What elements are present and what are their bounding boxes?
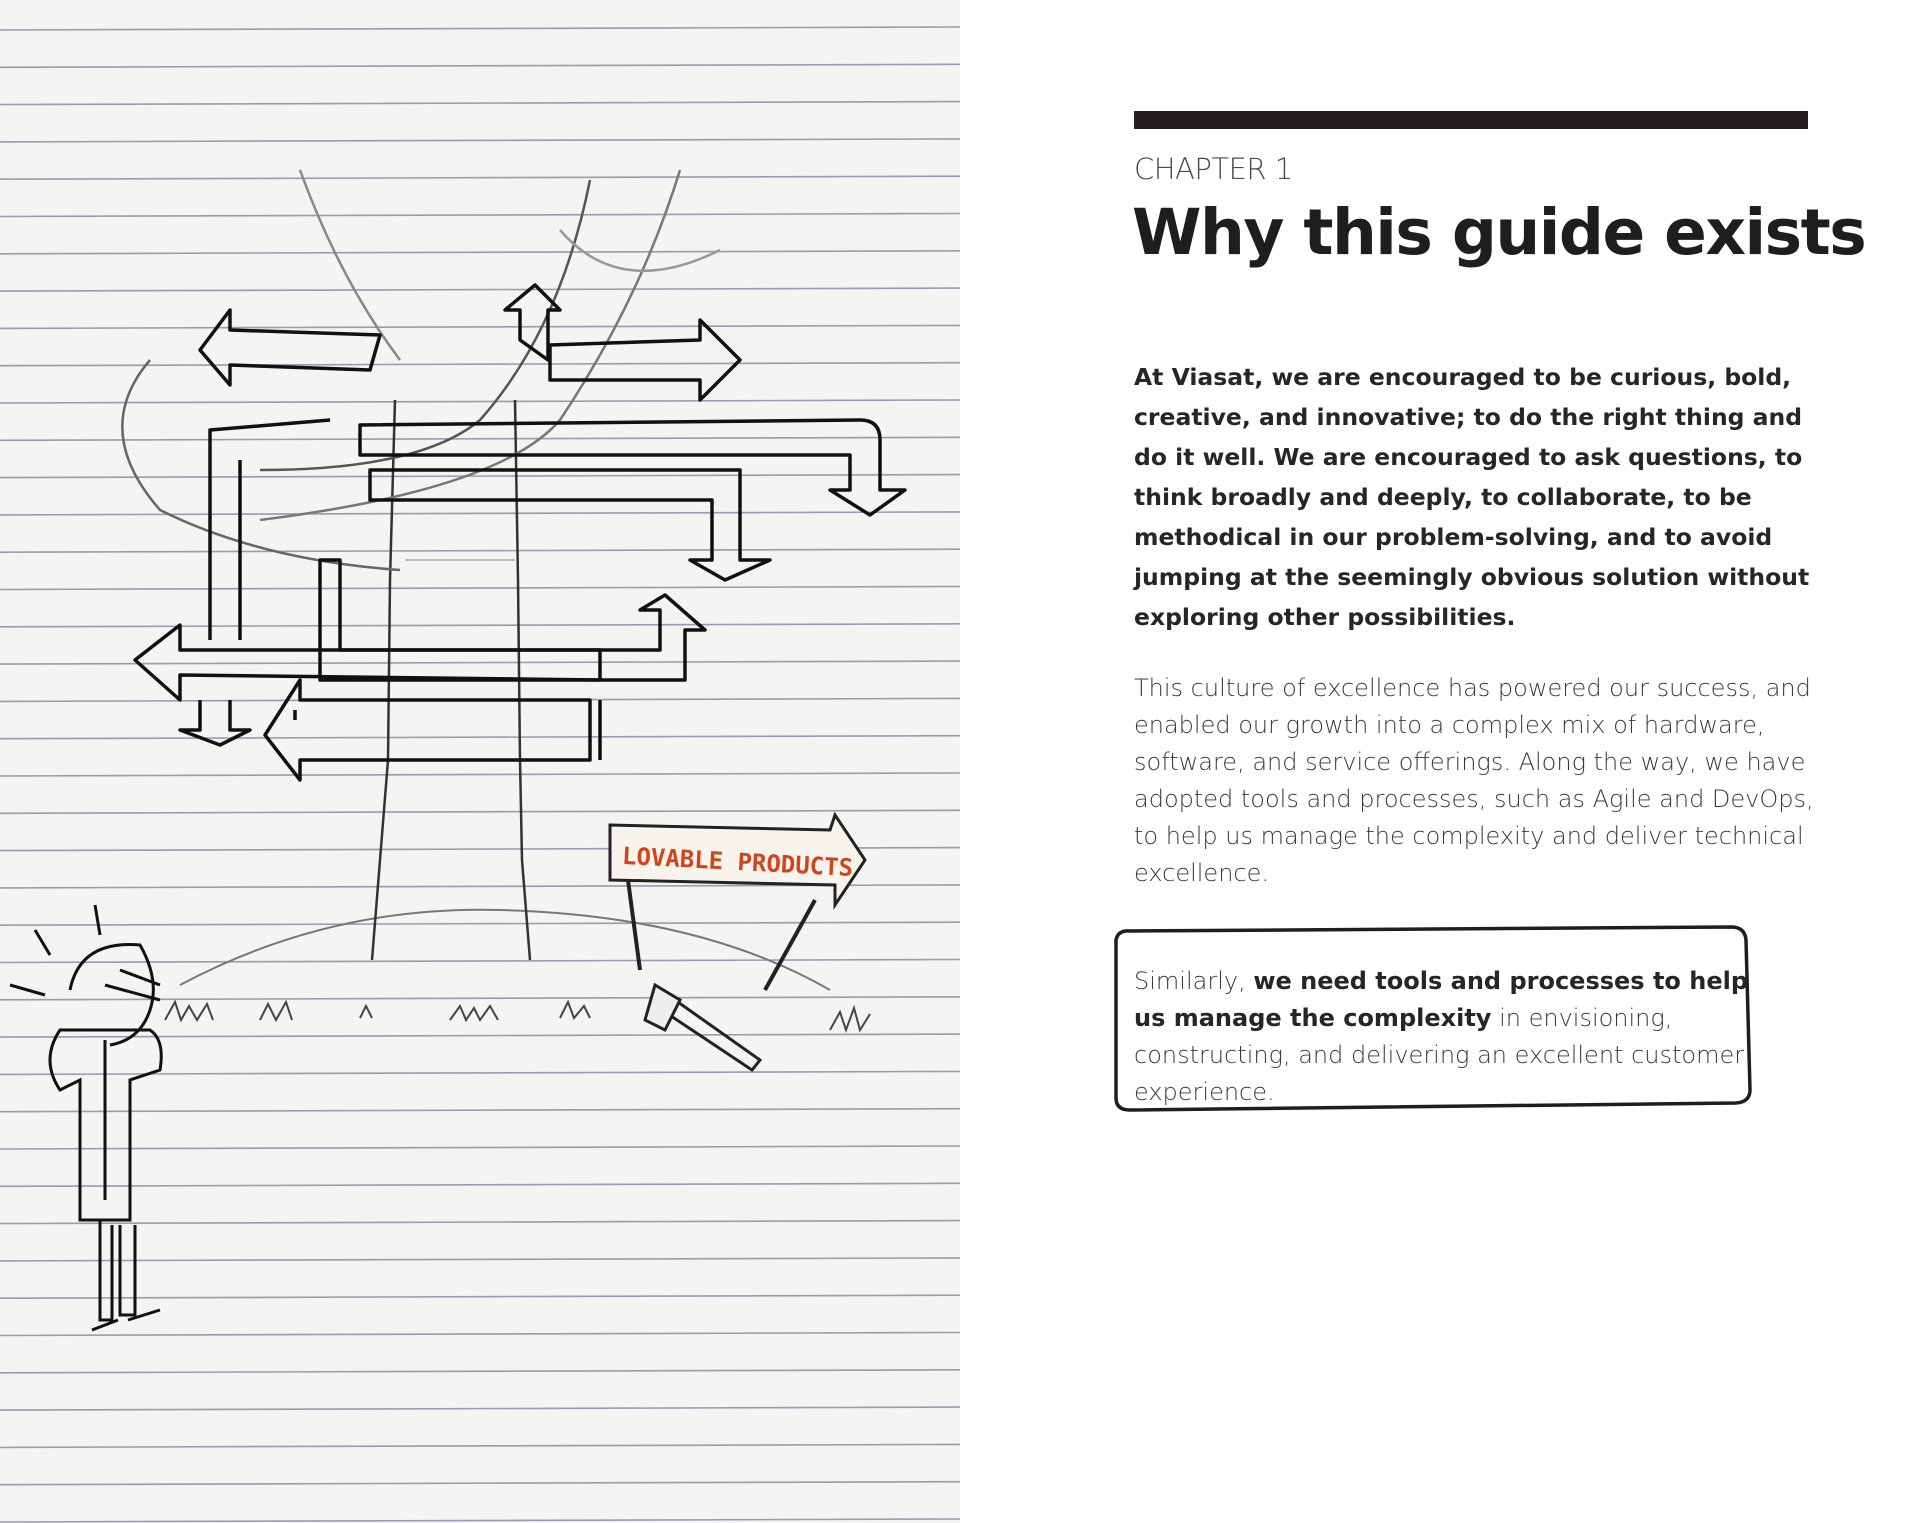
chapter-header-rule <box>1134 111 1808 129</box>
callout-tail: in envisioning, constructing, and delivering an excellent customer experience. <box>1134 1004 1745 1106</box>
intro-paragraph: At Viasat, we are encouraged to be curious, bold, creative, and innovative; to do the right thing and do it well. We are encouraged to ask questions, to think broadly and deeply, to collaborate, to be methodical in our problem-solving, and to avoid jumping at the seemingly obvious solution without exploring other possibilities. <box>1134 363 1810 631</box>
callout-emphasis: we need tools and processes to help us manage the complexity <box>1134 967 1749 1032</box>
callout-lead: Similarly, <box>1134 967 1254 995</box>
chapter-title: Why this guide exists <box>1132 196 1866 269</box>
chapter-label: CHAPTER 1 <box>1134 152 1293 186</box>
text-column <box>960 0 1920 1523</box>
sign-text: LOVABLE PRODUCTS <box>621 841 854 882</box>
callout-text <box>1134 963 1774 1111</box>
body-paragraph: This culture of excellence has powered our success, and enabled our growth into a complex mix of hardware, software, and service offerings. Along the way, we have adopted tools and processes, such as Agile and DevOps, to help us manage the complexity and deliver technical excellence. <box>1134 674 1814 887</box>
